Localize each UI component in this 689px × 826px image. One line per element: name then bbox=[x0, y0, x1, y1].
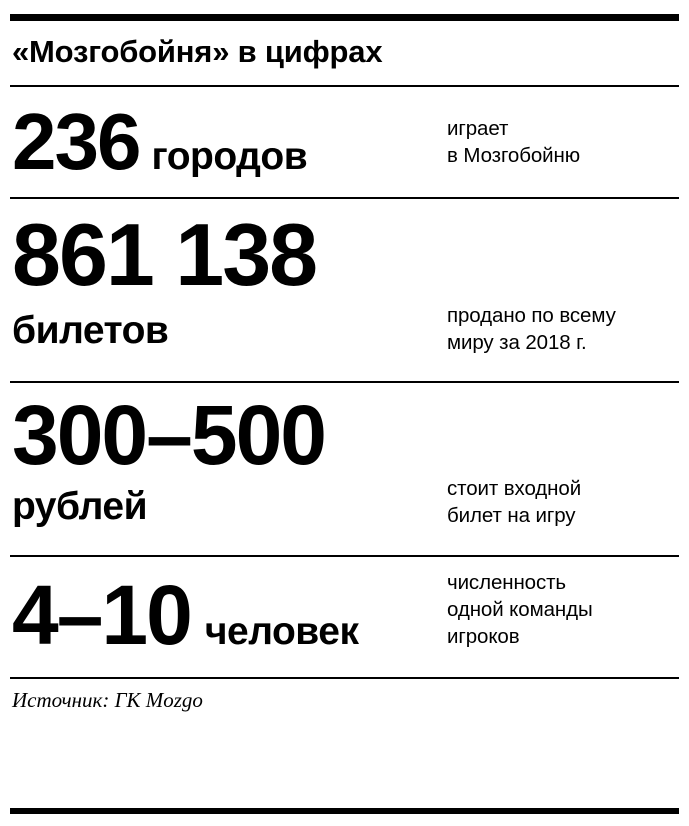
stat-row-team-size bbox=[10, 557, 679, 677]
stat-number-group-1 bbox=[12, 97, 308, 187]
stat-description-2 bbox=[447, 302, 616, 356]
stat-description-4 bbox=[447, 569, 593, 650]
stat-unit-1: городов bbox=[151, 135, 308, 179]
stat-number-4: 4–10 bbox=[12, 568, 191, 663]
infographic-card bbox=[0, 14, 689, 826]
stat-number-group-4 bbox=[12, 568, 359, 663]
stat-description-1 bbox=[447, 115, 580, 169]
bottom-divider bbox=[10, 808, 679, 814]
stat-description-3-line1: стоит входной bbox=[447, 477, 582, 501]
stat-description-1-line2: в Мозгобойню bbox=[447, 144, 580, 168]
stat-description-4-line3: игроков bbox=[447, 625, 520, 649]
page-title: «Мозгобойня» в цифрах bbox=[12, 34, 383, 69]
stat-description-2-line1: продано по всему bbox=[447, 304, 616, 328]
stat-row-cities bbox=[10, 87, 679, 197]
stat-unit-3: рублей bbox=[12, 485, 148, 529]
stat-description-4-line1: численность bbox=[447, 571, 567, 595]
stat-number-3: 300–500 bbox=[12, 388, 326, 483]
stat-description-1-line1: играет bbox=[447, 117, 509, 141]
stat-description-4-line2: одной команды bbox=[447, 598, 593, 622]
source-note: Источник: ГК Mozgo bbox=[12, 688, 203, 713]
stat-description-3 bbox=[447, 475, 581, 529]
stat-unit-4: человек bbox=[204, 610, 359, 654]
stat-description-3-line2: билет на игру bbox=[447, 504, 576, 528]
stat-row-price bbox=[10, 383, 679, 555]
stat-row-tickets bbox=[10, 199, 679, 381]
stat-description-2-line2: миру за 2018 г. bbox=[447, 331, 587, 355]
stat-number-1: 236 bbox=[12, 97, 140, 187]
stat-unit-2: билетов bbox=[12, 309, 169, 353]
top-divider bbox=[10, 14, 679, 21]
stat-number-2: 861 138 bbox=[12, 205, 317, 305]
